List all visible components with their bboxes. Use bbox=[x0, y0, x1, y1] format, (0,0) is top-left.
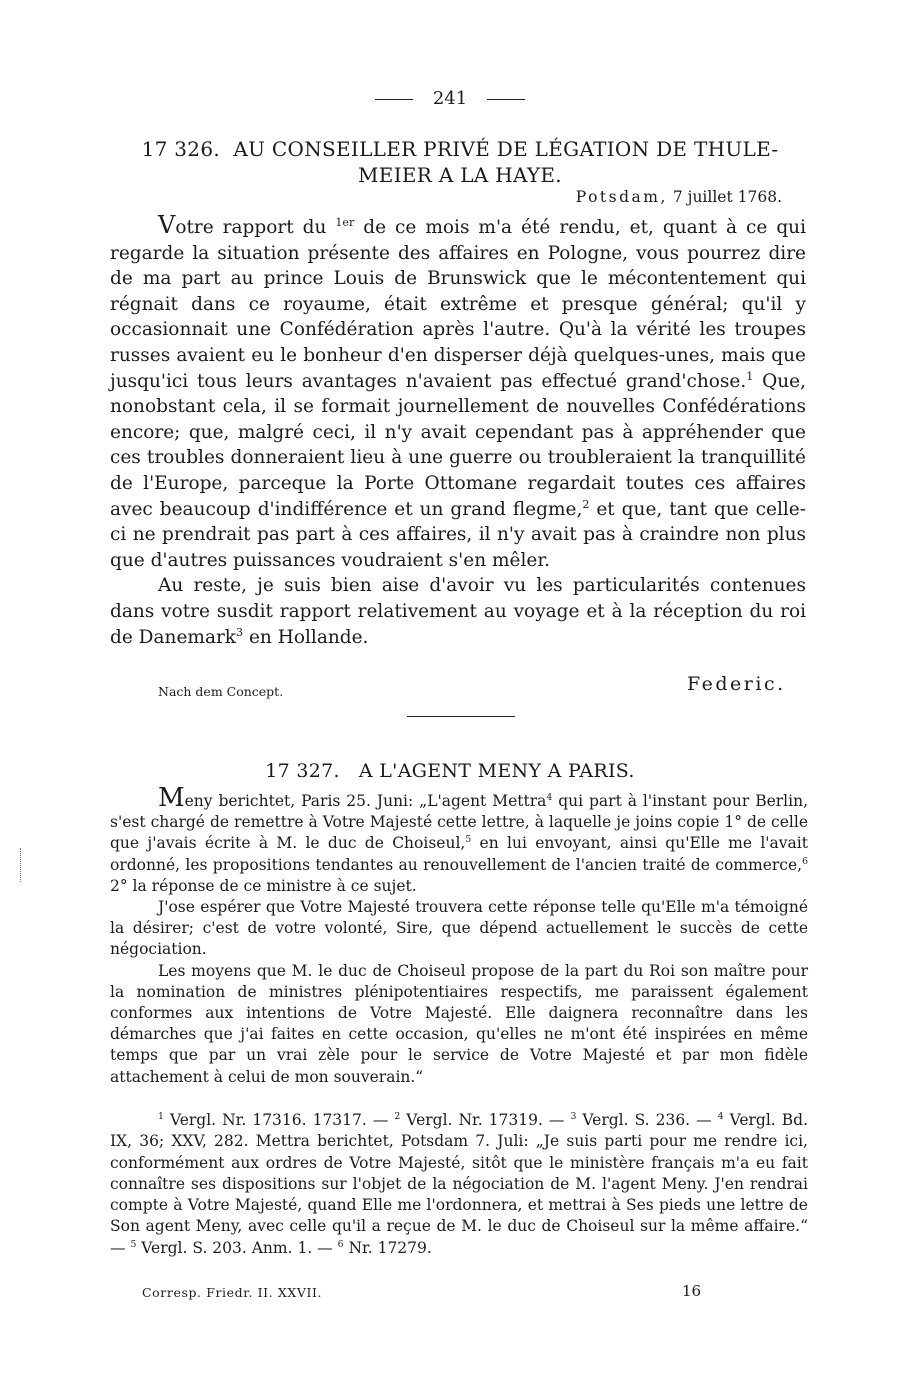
section-divider bbox=[407, 716, 515, 717]
letter1-p1-text-c: Que, nonobstant cela, il se formait journellement de nouvelles Confédérations encore; que, malgré ceci, il n'y avait cependant pas à appréhender que ces troubles donneraient lieu à une guerre ou troubleraient la tranquillité de l'Europe, parceque la Porte Ottomane regardait toutes ces affaires avec beaucoup d'indifférence et un grand flegme, bbox=[110, 370, 807, 520]
footnote-3-marker: 3 bbox=[570, 1110, 577, 1122]
letter2-p1-text-c: en lui envoyant, ainsi qu'Elle me l'avait ordonné, les propositions tendantes au renouvellement de l'ancien traité de commerce, bbox=[110, 834, 808, 874]
letter1-title-line2: MEIER A LA HAYE. bbox=[358, 163, 562, 187]
footnote-1-text: Vergl. Nr. 17316. 17317. — bbox=[163, 1111, 395, 1129]
letter2-number: 17 327. bbox=[265, 760, 340, 782]
letter2-paragraph-3: Les moyens que M. le duc de Choiseul propose de la part du Roi son maître pour la nomination de ministres plénipotentiaires respectifs, me paraissent également conformes aux intentions de Votre Majesté. Elle daignera reconnaître dans les démarches que j'ai faites en cette occasion, qu'elles ne m'ont été inspirées en même temps que par un vrai zèle pour le service de Votre Majesté et par mon fidèle attachement à celui de mon souverain.“ bbox=[110, 961, 808, 1086]
letter1-sup-premier: 1er bbox=[335, 215, 355, 229]
footnote-2-text: Vergl. Nr. 17319. — bbox=[400, 1111, 571, 1129]
letter1-signature: Federic. bbox=[687, 673, 786, 695]
letter1-p2-text-b: en Hollande. bbox=[243, 626, 369, 648]
page-number: 241 bbox=[432, 88, 468, 109]
footnote-5-text: Vergl. S. 203. Anm. 1. — bbox=[136, 1238, 338, 1257]
letter2-p1-text-b: qui part à l'instant pour Berlin, s'est chargé de remettre à Votre Majesté cette lettre, à laquelle je joins copie 1° de celle que j'avais écrite à M. le duc de Choiseul, bbox=[110, 792, 808, 853]
letter1-p1-text-d: et que, tant que celle-ci ne prendrait pas part à ces affaires, il n'y avait pas à craindre non plus que d'autres puissances voudraient s'en mêler. bbox=[110, 498, 806, 571]
footnote-5-marker: 5 bbox=[130, 1238, 137, 1250]
letter1-number: 17 326. bbox=[141, 137, 221, 161]
footnote-1-marker: 1 bbox=[158, 1110, 164, 1122]
footnote-4-text: Vergl. Bd. IX, 36; XXV, 282. Mettra berichtet, Potsdam 7. Juli: „Je suis parti pour me rendre ici, conformément aux ordres de Votre Majesté, sitôt que le ministère français m'a eu fait connaître ses dispositions sur l'objet de la négociation de M. l'agent Meny. J'en rendrai compte à Votre Majesté, quand Elle me l'ordonnera, et mettrai à Ses pieds une lettre de Son agent Meny, avec celle qu'il a reçue de M. le duc de Choiseul sur la même affaire.“ — bbox=[110, 1111, 808, 1257]
letter2-p1-text-d: 2° la réponse de ce ministre à ce sujet. bbox=[110, 876, 417, 895]
page-header bbox=[0, 88, 900, 109]
footnotes-paragraph bbox=[110, 1110, 808, 1259]
letter1-place: Potsdam, bbox=[575, 188, 668, 206]
letter1-source-note: Nach dem Concept. bbox=[158, 684, 284, 699]
letter1-p2-text-a: Au reste, je suis bien aise d'avoir vu les particularités contenues dans votre susdit rapport relativement au voyage et à la réception du roi de Danemark bbox=[110, 575, 806, 648]
footnote-ref-3: 3 bbox=[236, 625, 244, 639]
letter1-dropcap: V bbox=[158, 211, 176, 239]
margin-marks bbox=[20, 848, 24, 882]
footnote-ref-4: 4 bbox=[546, 791, 553, 803]
footnote-6-text: Nr. 17279. bbox=[343, 1238, 432, 1257]
letter2-body bbox=[110, 783, 808, 1088]
letter1-paragraph-1 bbox=[110, 213, 806, 573]
header-rule-left bbox=[375, 99, 413, 100]
footnote-ref-1: 1 bbox=[746, 369, 754, 383]
footer-source: Corresp. Friedr. II. XXVII. bbox=[142, 1285, 323, 1300]
header-rule-right bbox=[487, 99, 525, 100]
footer-signature-mark: 16 bbox=[682, 1282, 702, 1300]
footnote-ref-2: 2 bbox=[582, 497, 590, 511]
letter1-p1-text-a: otre rapport du bbox=[175, 217, 336, 238]
letter1-dateline bbox=[576, 188, 782, 206]
letter1-p1-text-b: de ce mois m'a été rendu, et, quant à ce qui regarde la situation présente des affaires en Pologne, vous pourrez dire de ma part au prince Louis de Brunswick que le mécontentement qui régnait dans ce royaume, était extrême et presque général; qu'il y occasionnait une Confédération après l'autre. Qu'à la vérité les troupes russes avaient eu le bonheur d'en disperser déjà quelques-unes, mais que jusqu'ici tous leurs avantages n'avaient pas effectué grand'chose. bbox=[110, 217, 806, 392]
letter1-paragraph-2 bbox=[110, 573, 806, 650]
footnote-ref-5: 5 bbox=[465, 834, 472, 846]
letter1-title bbox=[110, 136, 810, 188]
letter2-p1-text-a: eny berichtet, Paris 25. Juni: „L'agent Mettra bbox=[184, 792, 547, 810]
letter2-paragraph-1 bbox=[110, 783, 808, 897]
footnote-4-marker: 4 bbox=[717, 1110, 724, 1122]
letter2-title bbox=[0, 760, 900, 782]
letter1-title-line1: AU CONSEILLER PRIVÉ DE LÉGATION DE THULE- bbox=[233, 137, 779, 161]
letter1-date: 7 juillet 1768. bbox=[672, 188, 782, 206]
footnote-ref-6: 6 bbox=[802, 855, 808, 867]
footnote-6-marker: 6 bbox=[337, 1238, 344, 1250]
footnote-3-text: Vergl. S. 236. — bbox=[576, 1111, 718, 1129]
letter2-paragraph-2: J'ose espérer que Votre Majesté trouvera cette réponse telle qu'Elle m'a témoigné la désirer; c'est de votre volonté, Sire, que dépend actuellement le succès de cette négociation. bbox=[110, 898, 808, 959]
footnote-2-marker: 2 bbox=[394, 1110, 401, 1122]
letter2-dropcap: M bbox=[158, 783, 185, 813]
footnotes bbox=[110, 1110, 808, 1259]
letter2-title-text: A L'AGENT MENY A PARIS. bbox=[358, 760, 635, 782]
letter1-body bbox=[110, 213, 806, 650]
